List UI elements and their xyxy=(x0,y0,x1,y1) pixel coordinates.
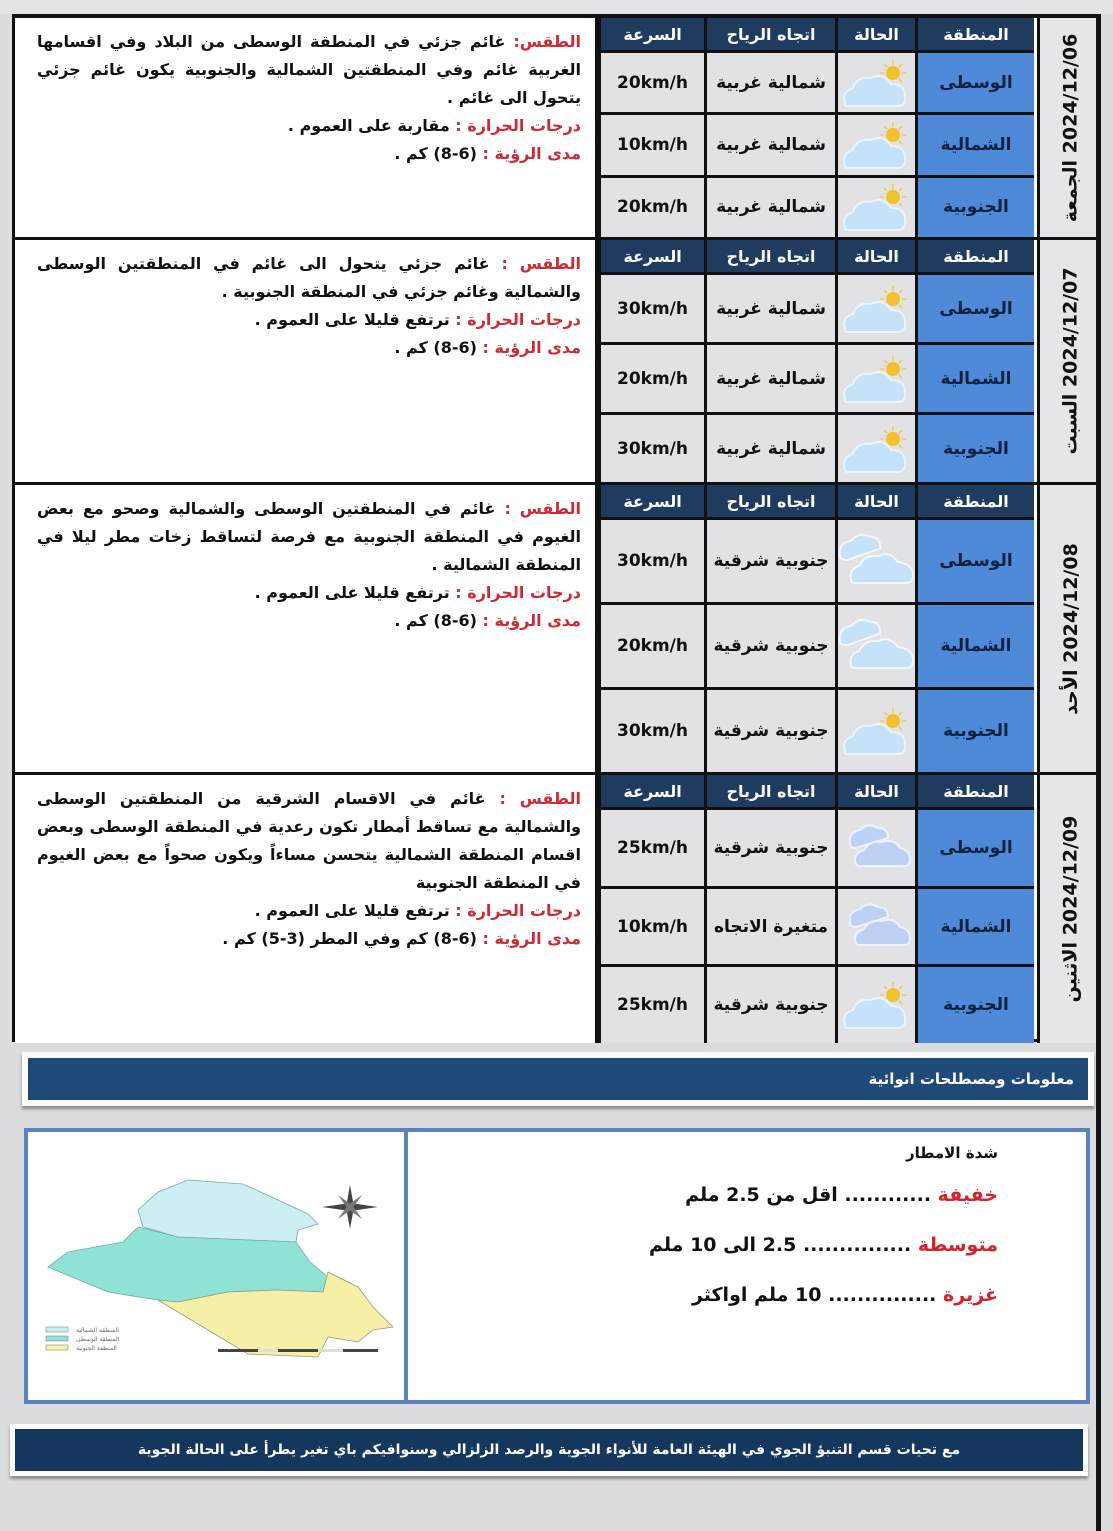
header-speed: السرعة xyxy=(601,775,704,807)
day-block xyxy=(15,775,1101,1043)
header-wind-direction: اتجاه الرياح xyxy=(707,240,835,272)
weather-label: الطقس : xyxy=(501,254,582,273)
rain-cloud-icon xyxy=(838,810,915,886)
legend-central: المنطقة الوسطى xyxy=(76,1336,120,1343)
map-legend xyxy=(46,1327,120,1352)
visibility-text: (6-8) كم . xyxy=(394,611,477,630)
visibility-paragraph: مدى الرؤية : (6-8) كم . xyxy=(394,338,581,357)
wind-speed-cell: 25km/h xyxy=(601,810,704,886)
temperature-paragraph: درجات الحرارة : ترتفع قليلا على العموم . xyxy=(254,310,581,329)
legend-north: المنطقة الشمالية xyxy=(76,1327,119,1334)
weather-paragraph xyxy=(37,495,581,579)
temperature-text: ترتفع قليلا على العموم . xyxy=(254,583,450,602)
region-table xyxy=(598,775,1034,1043)
wind-speed-cell: 30km/h xyxy=(601,690,704,772)
visibility-paragraph: مدى الرؤية : (6-8) كم . xyxy=(394,611,581,630)
wind-direction-cell: شمالية غربية xyxy=(707,275,835,342)
date-column xyxy=(1037,18,1101,237)
header-wind-direction: اتجاه الرياح xyxy=(707,18,835,50)
partly-cloudy-icon xyxy=(838,345,915,412)
compass-rose-icon xyxy=(322,1185,378,1229)
forecast-description xyxy=(15,775,598,1043)
table-header-row xyxy=(598,18,1034,50)
wind-direction-cell: جنوبية شرقية xyxy=(707,605,835,687)
cloudy-icon xyxy=(838,520,915,602)
table-row xyxy=(598,889,1034,965)
legend-south: المنطقة الجنوبية xyxy=(76,1345,117,1352)
partly-cloudy-icon xyxy=(838,415,915,482)
region-cell: الوسطى xyxy=(918,520,1034,602)
wind-direction-cell: شمالية غربية xyxy=(707,178,835,237)
header-state: الحالة xyxy=(838,240,915,272)
header-state: الحالة xyxy=(838,775,915,807)
day-block xyxy=(15,240,1101,485)
date-label: 2024/12/08 الأحد xyxy=(1059,542,1082,715)
region-table xyxy=(598,18,1034,237)
scale-bar xyxy=(218,1349,378,1352)
wind-speed-cell: 10km/h xyxy=(601,115,704,174)
map-panel xyxy=(24,1128,408,1404)
temperature-text: ترتفع قليلا على العموم . xyxy=(254,310,450,329)
header-state: الحالة xyxy=(838,485,915,517)
weather-paragraph xyxy=(37,28,581,112)
visibility-paragraph: مدى الرؤية : (6-8) كم وفي المطر (3-5) كم . xyxy=(222,929,581,948)
temperature-text: ترتفع قليلا على العموم . xyxy=(254,901,450,920)
partly-cloudy-icon xyxy=(838,178,915,237)
visibility-paragraph: مدى الرؤية : (6-8) كم . xyxy=(394,144,581,163)
header-wind-direction: اتجاه الرياح xyxy=(707,485,835,517)
temperature-paragraph: درجات الحرارة : ترتفع قليلا على العموم . xyxy=(254,583,581,602)
partly-cloudy-icon xyxy=(838,967,915,1043)
table-row xyxy=(598,115,1034,174)
info-bar xyxy=(22,1052,1094,1106)
wind-speed-cell: 30km/h xyxy=(601,275,704,342)
wind-speed-cell: 20km/h xyxy=(601,345,704,412)
forecast-table xyxy=(12,14,1101,1042)
date-label: 2024/12/07 السبت xyxy=(1059,267,1082,455)
date-label: 2024/12/09 الاثنين xyxy=(1059,815,1082,1003)
temperature-paragraph: درجات الحرارة : مقاربة على العموم . xyxy=(287,116,581,135)
table-header-row xyxy=(598,485,1034,517)
region-cell: الشمالية xyxy=(918,345,1034,412)
weather-text: غائم في الاقسام الشرقية من المنطقتين الوسطى والشمالية مع تساقط أمطار تكون رعدية في المنطقة الوسطى وبعض اقسام المنطقة الشمالية يتحسن مساءاً ويكون صحواً مع بعض الغيوم في المنطقة الجنوبية xyxy=(37,789,581,892)
visibility-label: مدى الرؤية xyxy=(494,144,581,163)
table-row xyxy=(598,415,1034,482)
temperature-label: درجات الحرارة xyxy=(467,901,581,920)
region-table xyxy=(598,485,1034,772)
wind-direction-cell: متغيرة الاتجاه xyxy=(707,889,835,965)
visibility-label: مدى الرؤية xyxy=(494,611,581,630)
region-cell: الوسطى xyxy=(918,810,1034,886)
wind-speed-cell: 10km/h xyxy=(601,889,704,965)
region-cell: الجنوبية xyxy=(918,690,1034,772)
weather-text: غائم جزئي في المنطقة الوسطى من البلاد وفي اقسامها الغربية غائم وفي المنطقتين الشمالية والجنوبية يكون غائم جزئي يتحول الى غائم . xyxy=(37,32,581,107)
wind-direction-cell: شمالية غربية xyxy=(707,345,835,412)
table-row xyxy=(598,605,1034,687)
table-row xyxy=(598,967,1034,1043)
wind-direction-cell: شمالية غربية xyxy=(707,115,835,174)
wind-direction-cell: جنوبية شرقية xyxy=(707,810,835,886)
table-row xyxy=(598,53,1034,112)
region-cell: الجنوبية xyxy=(918,967,1034,1043)
visibility-text: (6-8) كم . xyxy=(394,144,477,163)
wind-direction-cell: جنوبية شرقية xyxy=(707,520,835,602)
partly-cloudy-icon xyxy=(838,690,915,772)
weather-paragraph xyxy=(37,785,581,897)
map-north-region xyxy=(138,1180,318,1242)
region-cell: الجنوبية xyxy=(918,178,1034,237)
wind-direction-cell: جنوبية شرقية xyxy=(707,967,835,1043)
table-row xyxy=(598,520,1034,602)
visibility-text: (6-8) كم . xyxy=(394,338,477,357)
page-border xyxy=(1096,14,1101,1531)
table-row xyxy=(598,275,1034,342)
region-table xyxy=(598,240,1034,482)
wind-direction-cell: شمالية غربية xyxy=(707,415,835,482)
wind-speed-cell: 30km/h xyxy=(601,520,704,602)
weather-label: الطقس : xyxy=(504,499,581,518)
partly-cloudy-icon xyxy=(838,115,915,174)
visibility-label: مدى الرؤية xyxy=(494,338,581,357)
region-cell: الشمالية xyxy=(918,115,1034,174)
partly-cloudy-icon xyxy=(838,275,915,342)
iraq-region-map xyxy=(28,1132,404,1400)
rain-intensity-panel xyxy=(404,1128,1090,1404)
temperature-paragraph: درجات الحرارة : ترتفع قليلا على العموم . xyxy=(254,901,581,920)
wind-speed-cell: 25km/h xyxy=(601,967,704,1043)
table-row xyxy=(598,810,1034,886)
header-speed: السرعة xyxy=(601,485,704,517)
weather-label: الطقس : xyxy=(499,789,581,808)
table-header-row xyxy=(598,775,1034,807)
wind-speed-cell: 20km/h xyxy=(601,605,704,687)
header-region: المنطقة xyxy=(918,18,1034,50)
wind-speed-cell: 20km/h xyxy=(601,53,704,112)
header-wind-direction: اتجاه الرياح xyxy=(707,775,835,807)
table-row xyxy=(598,178,1034,237)
visibility-label: مدى الرؤية xyxy=(494,929,581,948)
rain-level-moderate: متوسطة ............... 2.5 الى 10 ملم xyxy=(649,1234,998,1256)
header-region: المنطقة xyxy=(918,240,1034,272)
wind-speed-cell: 30km/h xyxy=(601,415,704,482)
date-label: 2024/12/06 الجمعة xyxy=(1059,33,1082,222)
rain-cloud-icon xyxy=(838,889,915,965)
cloudy-icon xyxy=(838,605,915,687)
rain-intensity-title: شدة الامطار xyxy=(906,1144,998,1162)
weather-label: الطقس: xyxy=(513,32,581,51)
rain-level-light: خفيفة ............ اقل من 2.5 ملم xyxy=(685,1184,998,1206)
header-speed: السرعة xyxy=(601,18,704,50)
temperature-text: مقاربة على العموم . xyxy=(287,116,450,135)
header-speed: السرعة xyxy=(601,240,704,272)
wind-speed-cell: 20km/h xyxy=(601,178,704,237)
temperature-label: درجات الحرارة xyxy=(467,116,581,135)
top-strip xyxy=(0,0,1113,14)
partly-cloudy-icon xyxy=(838,53,915,112)
day-block xyxy=(15,18,1101,240)
forecast-description xyxy=(15,240,598,482)
table-header-row xyxy=(598,240,1034,272)
rain-level-heavy: غزيرة ............... 10 ملم اواكثر xyxy=(691,1284,998,1306)
visibility-text: (6-8) كم وفي المطر (3-5) كم . xyxy=(222,929,477,948)
date-column xyxy=(1037,775,1101,1043)
table-row xyxy=(598,690,1034,772)
header-region: المنطقة xyxy=(918,775,1034,807)
weather-text: غائم في المنطقتين الوسطى والشمالية وصحو مع بعض الغيوم في المنطقة الجنوبية مع فرصة لتساقط زخات مطر ليلا في المنطقة الشمالية . xyxy=(37,499,581,574)
region-cell: الوسطى xyxy=(918,53,1034,112)
region-cell: الوسطى xyxy=(918,275,1034,342)
footer-bar xyxy=(10,1424,1088,1476)
date-column xyxy=(1037,240,1101,482)
forecast-description xyxy=(15,485,598,772)
wind-direction-cell: شمالية غربية xyxy=(707,53,835,112)
info-bar-title: معلومات ومصطلحات انوائية xyxy=(28,1058,1088,1100)
forecast-description xyxy=(15,18,598,237)
weather-paragraph xyxy=(37,250,581,306)
temperature-label: درجات الحرارة xyxy=(467,310,581,329)
temperature-label: درجات الحرارة xyxy=(467,583,581,602)
region-cell: الشمالية xyxy=(918,889,1034,965)
wind-direction-cell: جنوبية شرقية xyxy=(707,690,835,772)
footer-text: مع تحيات قسم التنبؤ الجوي في الهيئة العامة للأنواء الجوية والرصد الزلزالي وسنوافيكم باي تغير يطرأ على الحالة الجوية xyxy=(15,1429,1083,1471)
header-region: المنطقة xyxy=(918,485,1034,517)
region-cell: الشمالية xyxy=(918,605,1034,687)
region-cell: الجنوبية xyxy=(918,415,1034,482)
weather-text: غائم جزئي يتحول الى غائم في المنطقتين الوسطى والشمالية وغائم جزئي في المنطقة الجنوبية . xyxy=(37,254,581,301)
day-block xyxy=(15,485,1101,775)
header-state: الحالة xyxy=(838,18,915,50)
date-column xyxy=(1037,485,1101,772)
table-row xyxy=(598,345,1034,412)
